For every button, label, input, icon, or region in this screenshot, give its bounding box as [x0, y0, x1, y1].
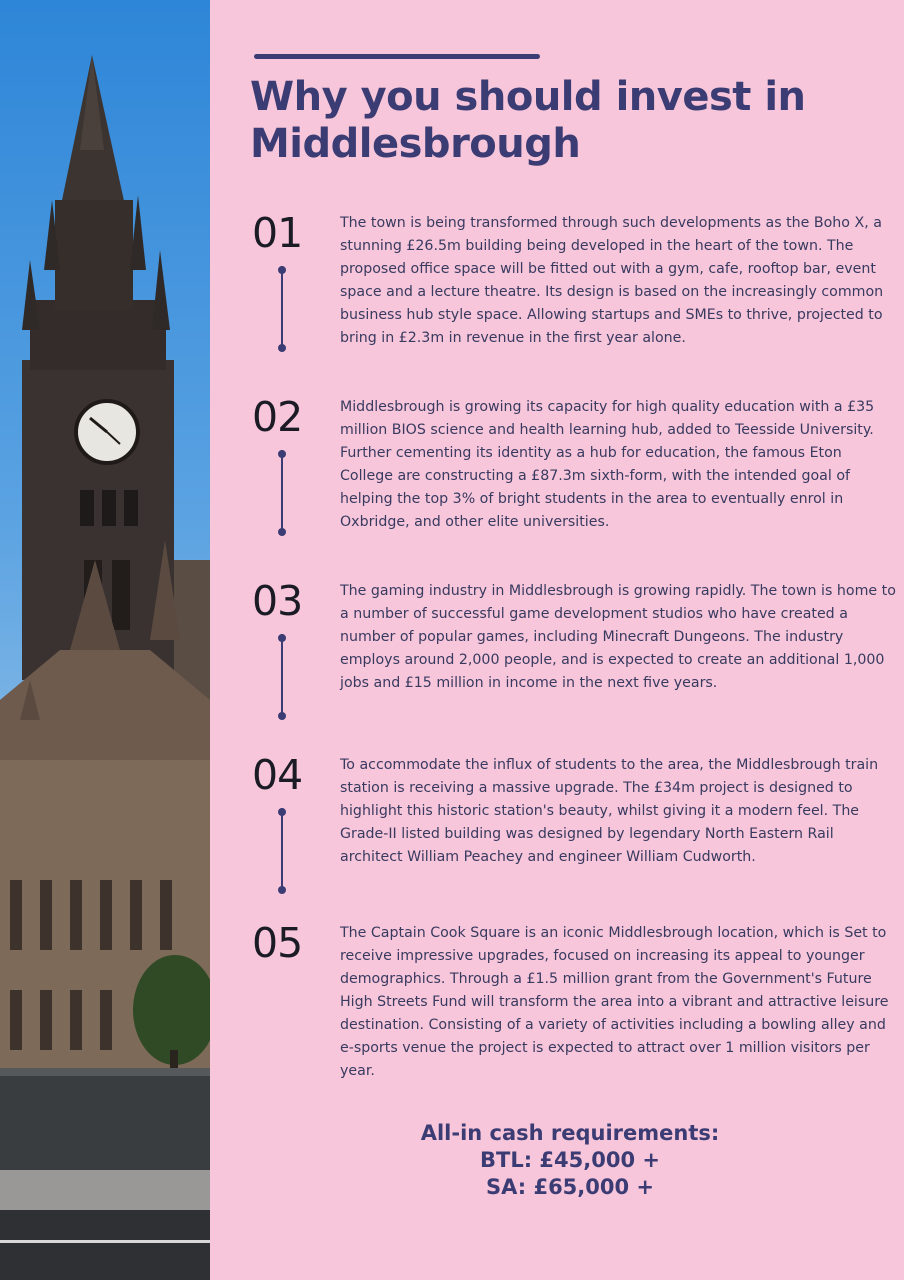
title-rule	[254, 54, 540, 59]
cash-requirements	[300, 1120, 840, 1201]
page-title: Why you should invest in Middlesbrough	[250, 74, 806, 167]
cash-btl: BTL: £45,000 +	[480, 1148, 660, 1172]
item-text: Middlesbrough is growing its capacity for high quality education with a £35 million BIOS science and health learning hub, added to Teesside University. Further cementing its identity as a hub for education, the famous Eton College are constructing a £87.3m sixth-form, with the intended goal of helping the top 3% of bright students in the area to eventually enrol in Oxbridge, and other elite universities.	[340, 399, 875, 530]
content-panel	[212, 0, 904, 1280]
item-text: The gaming industry in Middlesbrough is growing rapidly. The town is home to a number of successful game development studios who have created a number of popular games, including Minecraft Dungeons. The industry employs around 2,000 people, and is expected to create an additional 1,000 jobs and £15 million in income in the next five years.	[340, 583, 896, 691]
timeline-connector	[277, 628, 287, 720]
item-number: 02	[252, 393, 303, 441]
item-number: 05	[252, 919, 303, 967]
clock-tower-photo	[0, 0, 210, 1280]
timeline-connector	[277, 260, 287, 352]
item-number: 04	[252, 751, 303, 799]
cash-heading: All-in cash requirements:	[420, 1121, 720, 1145]
timeline-connector	[277, 444, 287, 536]
item-text: The town is being transformed through such developments as the Boho X, a stunning £26.5m building being developed in the heart of the town. The proposed office space will be fitted out with a gym, cafe, rooftop bar, event space and a lecture theatre. Its design is based on the increasingly common business hub style space. Allowing startups and SMEs to thrive, projected to bring in £2.3m in revenue in the first year alone.	[340, 215, 884, 346]
item-text: The Captain Cook Square is an iconic Middlesbrough location, which is Set to receive impressive upgrades, focused on increasing its appeal to younger demographics. Through a £1.5 million grant from the Government's Future High Streets Fund will transform the area into a vibrant and attractive leisure destination. Consisting of a variety of activities including a bowling alley and e-sports venue the project is expected to attract over 1 million visitors per year.	[340, 925, 889, 1079]
clock-tower-icon	[0, 0, 210, 1280]
item-number: 01	[252, 209, 303, 257]
cash-sa: SA: £65,000 +	[485, 1175, 655, 1199]
item-text: To accommodate the influx of students to the area, the Middlesbrough train station is receiving a massive upgrade. The £34m project is designed to highlight this historic station's beauty, whilst giving it a modern feel. The Grade-II listed building was designed by legendary North Eastern Rail architect William Peachey and engineer William Cudworth.	[340, 757, 879, 865]
timeline-connector	[277, 802, 287, 894]
item-number: 03	[252, 577, 303, 625]
